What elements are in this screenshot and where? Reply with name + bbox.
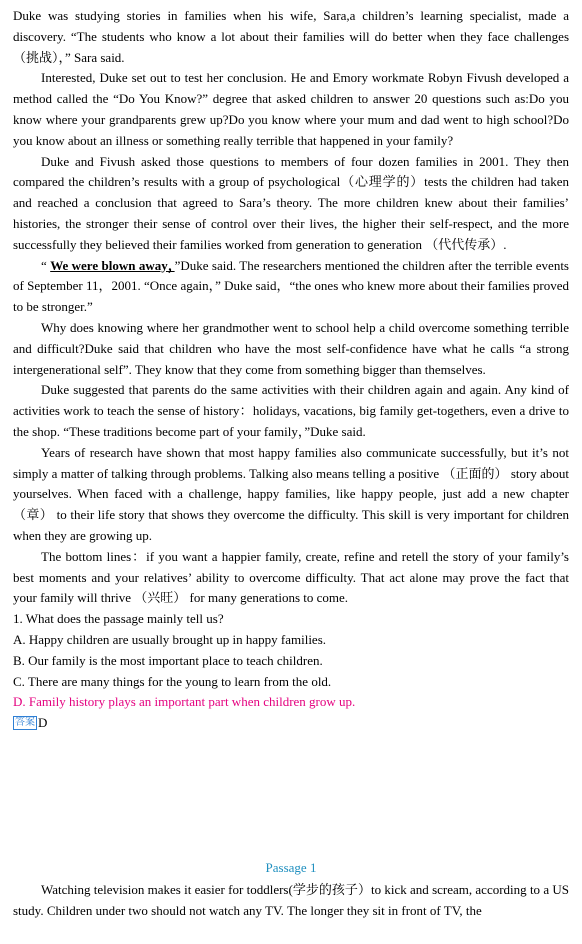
passage-2-paragraph-1: Watching television makes it easier for toddlers(学步的孩子）to kick and scream, according to a US study. Children under two should not watch any TV. The longer they sit in front of TV, the xyxy=(13,882,569,918)
quote-open: “ xyxy=(41,257,51,273)
paragraph-2: Interested, Duke set out to test her conclusion. He and Emory workmate Robyn Fivush developed a method called the “Do You Know?” degree that asked children to answer 20 questions such as:Do you know where your grandparents grew up?Do you know where your mum and dad went to high school?Do you know about an illness or something really terrible that happened in your family? xyxy=(13,70,569,148)
answer-badge-icon: 答案 xyxy=(15,717,35,729)
passage-2-body xyxy=(13,880,569,922)
answer-row xyxy=(13,713,569,733)
paragraph-3: Duke and Fivush asked those questions to members of four dozen families in 2001. They then compared the children’s results with a group of psychological（心理学的）tests the children had taken and reached a conclusion that agreed to Sara’s theory. The more children knew about their families’ histories, the stronger their sense of control over their lives, the higher their self-respect, and the more successfully they believed their families worked from generation to generation （代代传承）. xyxy=(13,153,569,252)
option-c: C. There are many things for the young to learn from the old. xyxy=(13,673,332,689)
paragraph-4 xyxy=(13,256,569,318)
question-stem: 1. What does the passage mainly tell us? xyxy=(13,611,224,627)
option-a: A. Happy children are usually brought up in happy families. xyxy=(13,631,327,647)
paragraph-4-rest: ”Duke said. The researchers mentioned the children after the terrible events of September 11，2001. “Once again，” Duke said，“the ones who knew more about their families proved to be stronger.” xyxy=(13,257,569,315)
paragraph-5: Why does knowing where her grandmother went to school help a child overcome something terrible and difficult?Duke said that children who have the most self-confidence have what he calls “a strong intergenerational self”. They know that they come from something bigger than themselves. xyxy=(13,319,569,377)
answer-value: D xyxy=(38,714,48,730)
paragraph-6: Duke suggested that parents do the same activities with their children again and again. Any kind of activities work to teach the sense of history：holidays, vacations, big family get-togethers, even a drive to the shop. “These traditions become part of your family，”Duke said. xyxy=(13,382,569,439)
option-b: B. Our family is the most important place to teach children. xyxy=(13,652,323,668)
paragraph-7: Years of research have shown that most happy families also communicate successfully, but it’s not simply a matter of talking through problems. Talking also means telling a positive （正面的） story about yourselves. When faced with a challenge, happy families, like happy people, just add a new chapter （章） to their life story that shows they overcome the difficulty. This skill is very important for children when they are growing up. xyxy=(13,444,569,543)
blown-away-phrase: We were blown away， xyxy=(50,257,175,273)
option-d: D. Family history plays an important part when children grow up. xyxy=(13,694,356,710)
paragraph-1: Duke was studying stories in families when his wife, Sara,a children’s learning specialist, made a discovery. “The students who know a lot about their families will do better when they face challenges （挑战），” Sara said. xyxy=(13,8,569,65)
passage-body xyxy=(13,6,569,733)
paragraph-8: The bottom lines：if you want a happier family, create, refine and retell the story of your family’s best moments and your relatives’ ability to overcome difficulty. That act alone may prove the fact that your family will thrive （兴旺） for many generations to come. xyxy=(13,548,569,606)
passage-title: Passage 1 xyxy=(265,860,317,875)
